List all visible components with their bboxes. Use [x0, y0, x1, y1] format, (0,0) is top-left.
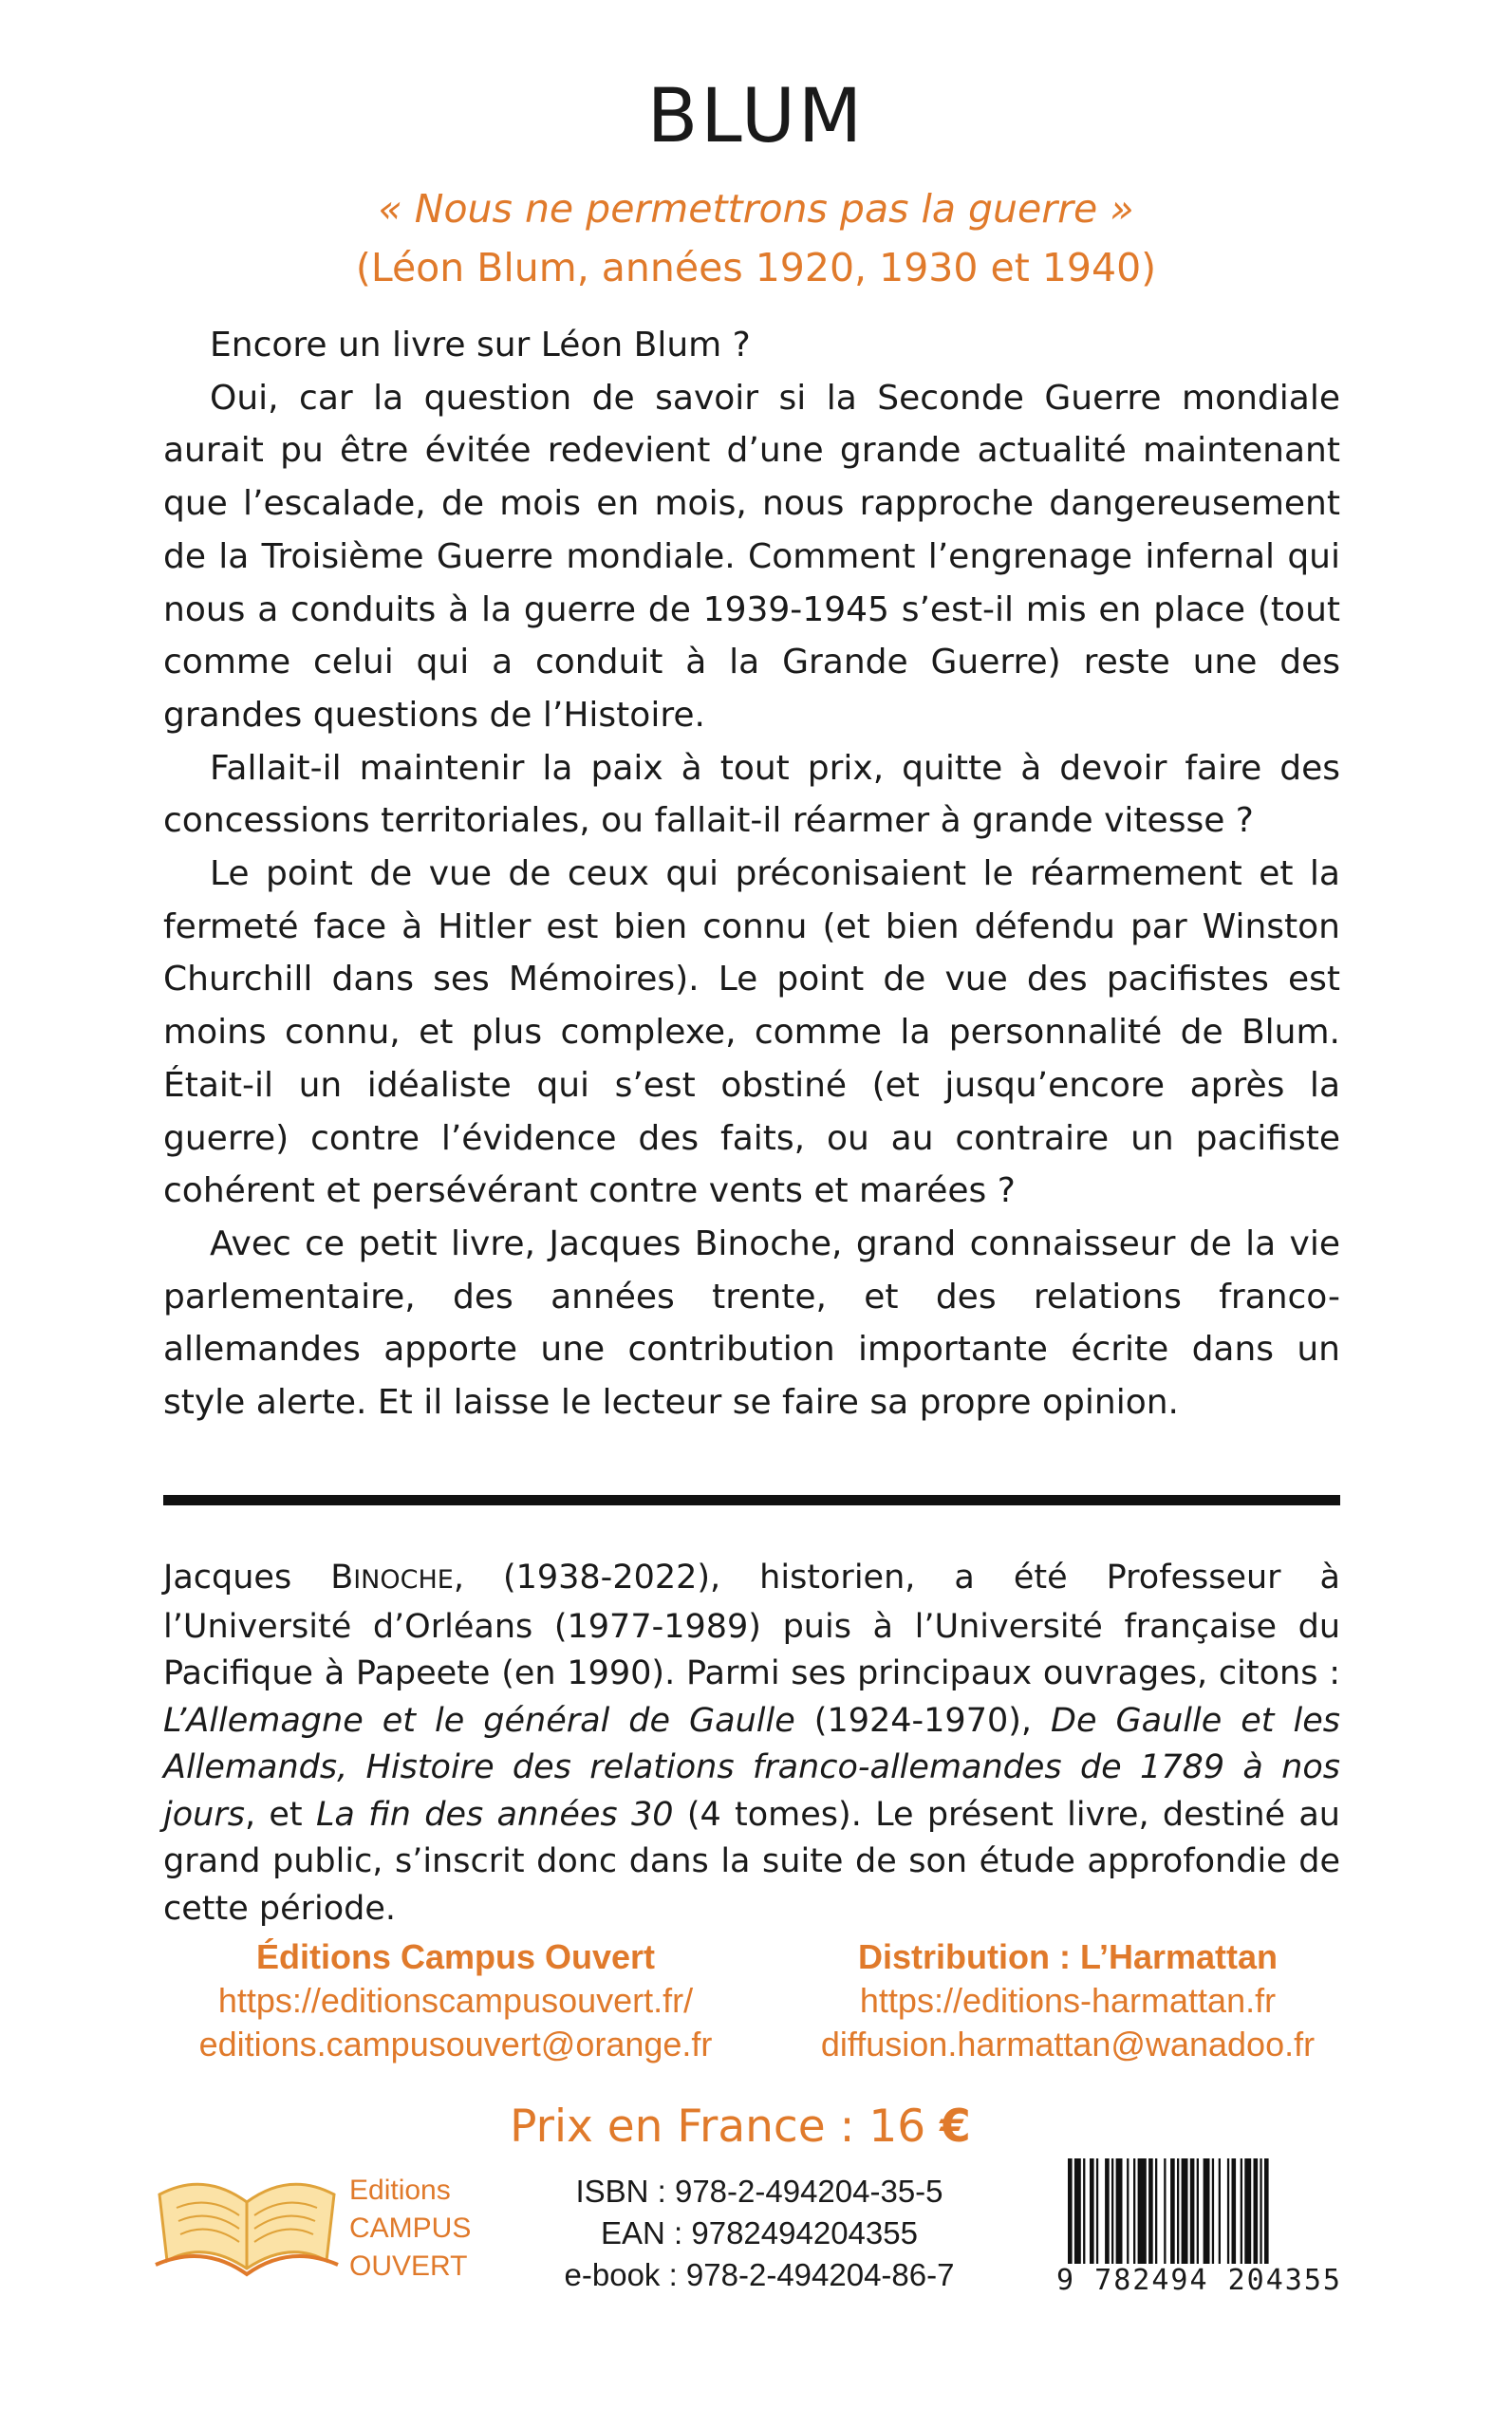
blurb-paragraph: Encore un livre sur Léon Blum ? [210, 326, 751, 364]
price-label: Prix en France : 16 [510, 2101, 926, 2153]
distributor-url: https://editions-harmattan.fr [859, 1981, 1277, 2020]
distribution-block [783, 1935, 1353, 2066]
bio-work-title: La fin des années 30 [315, 1795, 674, 1834]
ebook-isbn: e-book : 978-2-494204-86-7 [564, 2257, 955, 2292]
ean: EAN : 9782494204355 [601, 2215, 918, 2250]
bio-work-title: L’Allemagne et le général de Gaulle [163, 1701, 795, 1740]
blurb [163, 319, 1340, 1429]
publisher-email: editions.campusouvert@orange.fr [198, 2025, 713, 2064]
author-last-rest: INOCHE [353, 1565, 454, 1595]
divider-rule [163, 1495, 1340, 1505]
open-book-icon [152, 2166, 342, 2280]
logo-line: CAMPUS [349, 2213, 472, 2244]
blurb-paragraph: Avec ce petit livre, Jacques Binoche, grand connaisseur de la vie parlementaire, des années trente, et des relations franco-allemandes apporte une contribution importante écrite dans un style alerte. Et il laisse le lecteur se faire sa propre opinion. [163, 1223, 1340, 1423]
author-last-initial: B [330, 1559, 354, 1597]
book-codes [513, 2171, 1006, 2296]
bio-text: (4 tomes). Le présent livre, destiné au grand public, s’inscrit donc dans la suite de son étude approfondie de cette période. [163, 1795, 1340, 1928]
bio-work-title: De Gaulle et les Allemands, Histoire des relations franco-allemandes de 1789 à nos jours [163, 1701, 1341, 1834]
publisher-block [171, 1935, 740, 2066]
blurb-paragraph: Le point de vue de ceux qui préconisaient le réarmement et la fermeté face à Hitler est bien connu (et bien défendu par Winston Churchill dans ses Mémoires). Le point de vue des pacifistes est moins connu, et plus complexe, comme la personnalité de Blum. Était-il un idéaliste qui s’est obstiné (et jusqu’encore après la guerre) contre l’évidence des faits, ou au contraire un pacifiste cohérent et persévérant contre vents et marées ? [163, 854, 1340, 1211]
bio-text: (1924-1970), [794, 1701, 1052, 1740]
publisher-url: https://editionscampusouvert.fr/ [217, 1981, 694, 2020]
logo-line: OUVERT [349, 2250, 468, 2282]
logo-line: Editions [349, 2175, 451, 2206]
author-bio [163, 1555, 1340, 1933]
blurb-paragraph: Oui, car la question de savoir si la Seconde Guerre mondiale aurait pu être évitée redevient d’une grande actualité maintenant que l’escalade, de mois en mois, nous rapproche dangereusement de la Troisième Guerre mondiale. Comment l’engrenage infernal qui nous a conduits à la guerre de 1939-1945 s’est-il mis en place (tout comme celui qui a conduit à la Grande Guerre) reste une des grandes questions de l’Histoire. [163, 378, 1340, 735]
barcode-digits: 9 782494 204355 [1045, 2264, 1353, 2297]
bio-text: , et [244, 1795, 316, 1834]
blurb-paragraph: Fallait-il maintenir la paix à tout prix, quitte à devoir faire des concessions territoriales, ou fallait-il réarmer à grande vitesse ? [163, 748, 1340, 841]
distributor-email: diffusion.harmattan@wanadoo.fr [820, 2025, 1316, 2064]
author-first-name: Jacques [163, 1559, 292, 1597]
price [494, 2101, 987, 2153]
price-currency: € [940, 2101, 971, 2153]
subtitle-quote: « Nous ne permettrons pas la guerre » [378, 186, 1134, 232]
bio-text: , (1938-2022), historien, a été Professeur à l’Université d’Orléans (1977-1989) puis à l’Université française du Pacifique à Papeete (en 1990). Parmi ses principaux ouvrages, citons : [163, 1559, 1340, 1692]
isbn: ISBN : 978-2-494204-35-5 [575, 2174, 943, 2209]
subtitle-attribution: (Léon Blum, années 1920, 1930 et 1940) [355, 245, 1157, 290]
book-title: BLUM [646, 74, 866, 159]
distributor-name: Distribution : L’Harmattan [857, 1937, 1279, 1976]
logo-text [349, 2172, 471, 2286]
publisher-name: Éditions Campus Ouvert [255, 1937, 656, 1976]
